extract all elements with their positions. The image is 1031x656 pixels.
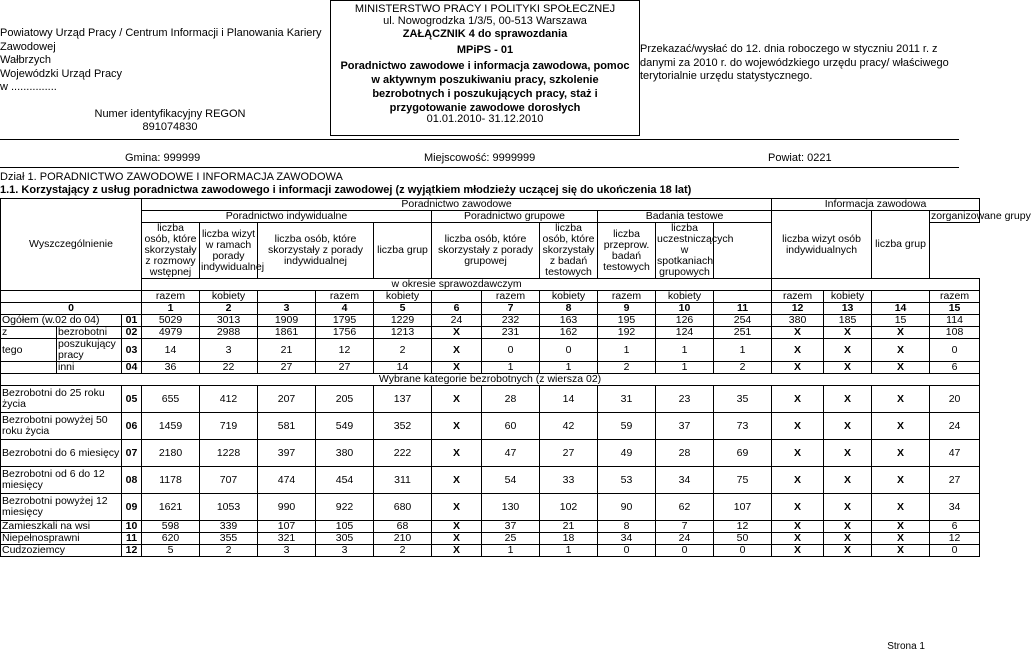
table-cell: 24 xyxy=(656,533,714,545)
header-zorg: zorganizowane grupy xyxy=(931,210,1031,222)
table-cell: X xyxy=(772,339,824,362)
data-table xyxy=(0,198,1031,557)
row-label: poszukujący pracy xyxy=(57,339,122,362)
header-col-11: liczba przeprow. badań testowych xyxy=(598,223,656,279)
table-cell: 598 xyxy=(142,521,200,533)
row-label: Bezrobotni do 25 roku życia xyxy=(1,386,122,413)
table-cell: 1 xyxy=(540,545,598,557)
header-col-14: liczba grup xyxy=(872,211,930,279)
table-cell: 922 xyxy=(316,494,374,521)
section-title: Dział 1. PORADNICTWO ZAWODOWE I INFORMACJA ZAWODOWA xyxy=(0,171,343,183)
subheader-kobiety: kobiety xyxy=(656,291,714,303)
table-cell: 54 xyxy=(482,467,540,494)
header-poradnictwo: Poradnictwo zawodowe xyxy=(142,199,772,211)
table-cell: 222 xyxy=(374,440,432,467)
table-cell: 42 xyxy=(540,413,598,440)
table-cell: 321 xyxy=(258,533,316,545)
table-cell: 251 xyxy=(714,327,772,339)
table-cell: 0 xyxy=(930,339,980,362)
table-cell: 3 xyxy=(316,545,374,557)
table-row xyxy=(1,386,980,413)
table-cell: X xyxy=(772,467,824,494)
table-cell: X xyxy=(872,413,930,440)
regon-label: Numer identyfikacyjny REGON xyxy=(94,108,246,120)
column-number: 7 xyxy=(482,303,540,315)
table-cell: X xyxy=(432,440,482,467)
table-cell: 1 xyxy=(540,362,598,374)
table-cell: 21 xyxy=(258,339,316,362)
row-label: Zamieszkali na wsi xyxy=(1,521,122,533)
table-row xyxy=(1,339,980,362)
table-cell: 27 xyxy=(540,440,598,467)
institution-line: Zawodowej xyxy=(0,40,56,53)
table-cell: 474 xyxy=(258,467,316,494)
row-label: Bezrobotni powyżej 12 miesięcy xyxy=(1,494,122,521)
table-cell: X xyxy=(432,327,482,339)
table-cell: 6 xyxy=(930,362,980,374)
report-period: 01.01.2010- 31.12.2010 xyxy=(426,113,544,125)
table-cell: X xyxy=(824,467,872,494)
table-cell: 73 xyxy=(714,413,772,440)
table-cell: X xyxy=(824,533,872,545)
table-cell: 195 xyxy=(598,315,656,327)
institution-line: w ............... xyxy=(0,81,57,93)
table-cell: X xyxy=(872,533,930,545)
column-number: 14 xyxy=(872,303,930,315)
subheader-razem: razem xyxy=(598,291,656,303)
table-cell: 0 xyxy=(598,545,656,557)
form-code: MPiPS - 01 xyxy=(456,44,514,56)
table-cell: X xyxy=(824,339,872,362)
subsection-title: 1.1. Korzystający z usług poradnictwa zawodowego i informacji zawodowej (z wyjątkiem młodzieży uczącej się do ukończenia 18 lat) xyxy=(0,184,692,196)
table-cell: 1 xyxy=(482,362,540,374)
table-cell: X xyxy=(872,545,930,557)
miejscowosc-field: Miejscowość: 9999999 xyxy=(424,152,536,164)
subheader-blank xyxy=(1,291,142,303)
table-cell: X xyxy=(432,467,482,494)
table-cell: 5029 xyxy=(142,315,200,327)
table-cell: 1213 xyxy=(374,327,432,339)
table-cell: X xyxy=(432,413,482,440)
table-cell: 37 xyxy=(482,521,540,533)
table-cell: 1228 xyxy=(200,440,258,467)
table-cell: X xyxy=(432,521,482,533)
table-cell: 28 xyxy=(482,386,540,413)
annex-label: ZAŁĄCZNIK 4 do sprawozdania xyxy=(402,28,568,40)
row-label: inni xyxy=(57,362,122,374)
table-cell: 50 xyxy=(714,533,772,545)
ministry-name: MINISTERSTWO PRACY I POLITYKI SPOŁECZNEJ xyxy=(354,3,616,15)
table-row xyxy=(1,315,980,327)
table-cell: 14 xyxy=(540,386,598,413)
table-cell: 12 xyxy=(930,533,980,545)
table-cell: 2180 xyxy=(142,440,200,467)
table-cell: 24 xyxy=(432,315,482,327)
institution-line: Powiatowy Urząd Pracy / Centrum Informacji i Planowania Kariery xyxy=(0,27,322,39)
table-cell: X xyxy=(824,440,872,467)
table-cell: X xyxy=(772,413,824,440)
table-cell: 126 xyxy=(656,315,714,327)
row-number: 11 xyxy=(122,533,142,545)
table-cell: 397 xyxy=(258,440,316,467)
table-cell: 355 xyxy=(200,533,258,545)
form-header xyxy=(330,0,640,136)
table-row xyxy=(1,494,980,521)
table-cell: 620 xyxy=(142,533,200,545)
row-label: Niepełnosprawni xyxy=(1,533,122,545)
table-cell: X xyxy=(872,467,930,494)
table-cell: 2 xyxy=(200,545,258,557)
subheader-razem: razem xyxy=(930,291,980,303)
table-cell: 33 xyxy=(540,467,598,494)
table-cell: 0 xyxy=(540,339,598,362)
table-cell: 163 xyxy=(540,315,598,327)
row-number: 04 xyxy=(122,362,142,374)
header-grupowe: Poradnictwo grupowe xyxy=(432,211,598,223)
header-indywidualne: Poradnictwo indywidualne xyxy=(142,211,432,223)
table-cell: 62 xyxy=(656,494,714,521)
table-cell: 2 xyxy=(374,545,432,557)
table-cell: 380 xyxy=(772,315,824,327)
table-row xyxy=(1,440,980,467)
table-cell: 1229 xyxy=(374,315,432,327)
subheader-row xyxy=(1,291,980,303)
subheader-razem: razem xyxy=(482,291,540,303)
table-cell: 18 xyxy=(540,533,598,545)
table-cell: 311 xyxy=(374,467,432,494)
table-cell: 1053 xyxy=(200,494,258,521)
column-number: 8 xyxy=(540,303,598,315)
institution-line: Wałbrzych xyxy=(0,54,51,66)
table-cell: 75 xyxy=(714,467,772,494)
table-cell: 454 xyxy=(316,467,374,494)
header-col-2: liczba wizyt w ramach porady indywidualnej xyxy=(200,223,258,279)
table-cell: 31 xyxy=(598,386,656,413)
institution-line: Wojewódzki Urząd Pracy xyxy=(0,67,123,80)
table-cell: 34 xyxy=(656,467,714,494)
table-cell: X xyxy=(432,339,482,362)
divider xyxy=(0,139,959,140)
table-cell: 107 xyxy=(714,494,772,521)
row-number: 09 xyxy=(122,494,142,521)
table-cell: 162 xyxy=(540,327,598,339)
table-cell: 7 xyxy=(656,521,714,533)
table-cell: 3 xyxy=(258,545,316,557)
column-number: 0 xyxy=(1,303,142,315)
row-number: 01 xyxy=(122,315,142,327)
header-col-1: liczba osób, które skorzystały z rozmowy wstępnej xyxy=(142,223,200,279)
row-label: Bezrobotni powyżej 50 roku życia xyxy=(1,413,122,440)
table-cell: 680 xyxy=(374,494,432,521)
column-number: 4 xyxy=(316,303,374,315)
table-cell: 205 xyxy=(316,386,374,413)
column-number: 6 xyxy=(432,303,482,315)
row-group-label xyxy=(1,362,57,374)
table-cell: 1795 xyxy=(316,315,374,327)
table-cell: 35 xyxy=(714,386,772,413)
subheader-kobiety: kobiety xyxy=(824,291,872,303)
table-cell: 2 xyxy=(598,362,656,374)
table-cell: 352 xyxy=(374,413,432,440)
table-cell: 1459 xyxy=(142,413,200,440)
row-label: Ogółem (w.02 do 04) xyxy=(1,315,122,327)
table-cell: 102 xyxy=(540,494,598,521)
subheader-blank xyxy=(872,291,930,303)
form-title: Poradnictwo zawodowe i informacja zawodowa, pomoc w aktywnym poszukiwaniu pracy, szkolenie bezrobotnych i poszukujących pracy, staż i przygotowanie zawodowe dorosłych xyxy=(340,60,630,114)
table-row xyxy=(1,362,980,374)
table-cell: X xyxy=(772,533,824,545)
table-cell: 581 xyxy=(258,413,316,440)
table-cell: 108 xyxy=(930,327,980,339)
table-cell: 23 xyxy=(656,386,714,413)
table-cell: X xyxy=(872,440,930,467)
table-cell: 0 xyxy=(482,339,540,362)
row-number: 07 xyxy=(122,440,142,467)
row-label: Bezrobotni od 6 do 12 miesięcy xyxy=(1,467,122,494)
table-cell: 14 xyxy=(374,362,432,374)
subheader-kobiety: kobiety xyxy=(200,291,258,303)
table-cell: X xyxy=(772,327,824,339)
table-cell: X xyxy=(772,521,824,533)
table-cell: 655 xyxy=(142,386,200,413)
row-label: Bezrobotni do 6 miesięcy xyxy=(1,440,122,467)
table-cell: 3013 xyxy=(200,315,258,327)
table-cell: 4979 xyxy=(142,327,200,339)
table-cell: 1 xyxy=(482,545,540,557)
ministry-address: ul. Nowogrodzka 1/3/5, 00-513 Warszawa xyxy=(383,15,587,27)
table-cell: 24 xyxy=(930,413,980,440)
table-cell: 719 xyxy=(200,413,258,440)
table-row xyxy=(1,545,980,557)
table-cell: 707 xyxy=(200,467,258,494)
table-cell: 124 xyxy=(656,327,714,339)
table-cell: 0 xyxy=(714,545,772,557)
table-cell: X xyxy=(772,386,824,413)
header-col-9: liczba osób, które skorzystały z badań testowych xyxy=(540,223,598,279)
column-number: 9 xyxy=(598,303,656,315)
table-cell: X xyxy=(432,545,482,557)
table-cell: 60 xyxy=(482,413,540,440)
column-number: 10 xyxy=(656,303,714,315)
row-number: 03 xyxy=(122,339,142,362)
header-col-12: liczba wizyt osób indywidualnych xyxy=(772,211,872,279)
table-cell: 105 xyxy=(316,521,374,533)
table-cell: X xyxy=(872,327,930,339)
table-cell: X xyxy=(824,327,872,339)
table-cell: 25 xyxy=(482,533,540,545)
table-row xyxy=(1,533,980,545)
table-cell: 49 xyxy=(598,440,656,467)
header-col-15: liczba uczestniczących w spotkaniach grupowych xyxy=(657,222,734,278)
table-cell: 107 xyxy=(258,521,316,533)
subheader-kobiety: kobiety xyxy=(540,291,598,303)
table-cell: 27 xyxy=(930,467,980,494)
table-cell: 34 xyxy=(930,494,980,521)
column-number: 1 xyxy=(142,303,200,315)
regon-block xyxy=(70,108,270,134)
column-number: 11 xyxy=(714,303,772,315)
table-row xyxy=(1,467,980,494)
table-cell: 1 xyxy=(656,339,714,362)
table-cell: 2 xyxy=(374,339,432,362)
table-cell: 6 xyxy=(930,521,980,533)
row-number: 06 xyxy=(122,413,142,440)
gmina-field: Gmina: 999999 xyxy=(125,152,201,164)
table-cell: 36 xyxy=(142,362,200,374)
row-group-label: z xyxy=(1,327,57,339)
column-number: 13 xyxy=(824,303,872,315)
row-number: 08 xyxy=(122,467,142,494)
table-cell: 3 xyxy=(200,339,258,362)
table-cell: X xyxy=(432,494,482,521)
table-cell: 549 xyxy=(316,413,374,440)
table-cell: 12 xyxy=(316,339,374,362)
table-cell: X xyxy=(824,494,872,521)
table-cell: 22 xyxy=(200,362,258,374)
table-cell: 339 xyxy=(200,521,258,533)
row-number: 10 xyxy=(122,521,142,533)
table-cell: 412 xyxy=(200,386,258,413)
table-row xyxy=(1,521,980,533)
row-label: Cudzoziemcy xyxy=(1,545,122,557)
subheader-blank xyxy=(714,291,772,303)
table-cell: 47 xyxy=(930,440,980,467)
table-cell: X xyxy=(824,521,872,533)
table-cell: 130 xyxy=(482,494,540,521)
column-number: 15 xyxy=(930,303,980,315)
table-cell: 0 xyxy=(930,545,980,557)
table-cell: 990 xyxy=(258,494,316,521)
header-col-3: liczba osób, które skorzystały z porady indywidualnej xyxy=(258,223,374,279)
header-wyszczegolnienie: Wyszczególnienie xyxy=(1,199,142,291)
row-number: 02 xyxy=(122,327,142,339)
powiat-field: Powiat: 0221 xyxy=(768,152,832,164)
table-cell: 8 xyxy=(598,521,656,533)
subheader-blank xyxy=(432,291,482,303)
table-cell: X xyxy=(872,362,930,374)
header-col-5: liczba grup xyxy=(374,223,432,279)
subheader-razem: razem xyxy=(316,291,374,303)
categories-header: Wybrane kategorie bezrobotnych (z wiersza 02) xyxy=(1,374,980,386)
table-cell: 21 xyxy=(540,521,598,533)
table-cell: 47 xyxy=(482,440,540,467)
table-cell: 137 xyxy=(374,386,432,413)
table-cell: 68 xyxy=(374,521,432,533)
header-okres: w okresie sprawozdawczym xyxy=(142,279,772,291)
page-number: Strona 1 xyxy=(887,641,925,652)
row-number: 05 xyxy=(122,386,142,413)
table-cell: 28 xyxy=(656,440,714,467)
column-number: 2 xyxy=(200,303,258,315)
table-cell: 37 xyxy=(656,413,714,440)
column-number: 12 xyxy=(772,303,824,315)
table-cell: 254 xyxy=(714,315,772,327)
table-cell: 15 xyxy=(872,315,930,327)
table-cell: 1178 xyxy=(142,467,200,494)
table-cell: 2988 xyxy=(200,327,258,339)
table-cell: 1 xyxy=(598,339,656,362)
row-number: 12 xyxy=(122,545,142,557)
table-cell: 305 xyxy=(316,533,374,545)
table-cell: X xyxy=(772,545,824,557)
table-cell: 1 xyxy=(656,362,714,374)
institution-block xyxy=(0,27,330,95)
row-label: bezrobotni xyxy=(57,327,122,339)
table-cell: X xyxy=(772,440,824,467)
subheader-razem: razem xyxy=(772,291,824,303)
table-cell: 210 xyxy=(374,533,432,545)
header-badania: Badania testowe xyxy=(598,211,772,223)
table-cell: 207 xyxy=(258,386,316,413)
table-cell: 114 xyxy=(930,315,980,327)
table-cell: X xyxy=(824,386,872,413)
header-spacer xyxy=(772,279,980,291)
table-cell: 1756 xyxy=(316,327,374,339)
table-row xyxy=(1,327,980,339)
table-cell: 90 xyxy=(598,494,656,521)
regon-value: 891074830 xyxy=(142,121,198,133)
table-cell: 380 xyxy=(316,440,374,467)
table-cell: 1861 xyxy=(258,327,316,339)
table-cell: X xyxy=(872,521,930,533)
table-cell: X xyxy=(432,533,482,545)
table-cell: X xyxy=(872,339,930,362)
subheader-razem: razem xyxy=(142,291,200,303)
table-cell: X xyxy=(824,362,872,374)
table-cell: 2 xyxy=(714,362,772,374)
table-cell: 69 xyxy=(714,440,772,467)
table-cell: X xyxy=(824,545,872,557)
table-cell: 232 xyxy=(482,315,540,327)
table-cell: X xyxy=(824,413,872,440)
subheader-kobiety: kobiety xyxy=(374,291,432,303)
table-cell: 20 xyxy=(930,386,980,413)
row-group-label: tego xyxy=(1,339,57,362)
table-cell: 231 xyxy=(482,327,540,339)
table-cell: X xyxy=(772,362,824,374)
table-cell: 0 xyxy=(656,545,714,557)
column-number: 3 xyxy=(258,303,316,315)
table-cell: 185 xyxy=(824,315,872,327)
table-cell: X xyxy=(772,494,824,521)
table-cell: X xyxy=(872,494,930,521)
column-number: 5 xyxy=(374,303,432,315)
table-cell: 53 xyxy=(598,467,656,494)
table-cell: 12 xyxy=(714,521,772,533)
subheader-blank xyxy=(258,291,316,303)
header-informacja: Informacja zawodowa xyxy=(772,199,980,211)
table-cell: X xyxy=(872,386,930,413)
table-cell: 1 xyxy=(714,339,772,362)
table-cell: 5 xyxy=(142,545,200,557)
table-cell: 59 xyxy=(598,413,656,440)
column-number-row xyxy=(1,303,980,315)
table-cell: 27 xyxy=(258,362,316,374)
submission-note: Przekazać/wysłać do 12. dnia roboczego w styczniu 2011 r. z danymi za 2010 r. do wojewódzkiego urzędu pracy/ właściwego terytorialnie urzędu statystycznego. xyxy=(640,43,949,82)
header-col-7: liczba osób, które skorzystały z porady grupowej xyxy=(432,223,540,279)
divider xyxy=(0,167,959,168)
table-cell: 1909 xyxy=(258,315,316,327)
table-cell: 14 xyxy=(142,339,200,362)
table-row xyxy=(1,413,980,440)
table-cell: X xyxy=(432,362,482,374)
table-cell: 1621 xyxy=(142,494,200,521)
table-cell: 192 xyxy=(598,327,656,339)
table-cell: 34 xyxy=(598,533,656,545)
table-cell: X xyxy=(432,386,482,413)
table-cell: 27 xyxy=(316,362,374,374)
